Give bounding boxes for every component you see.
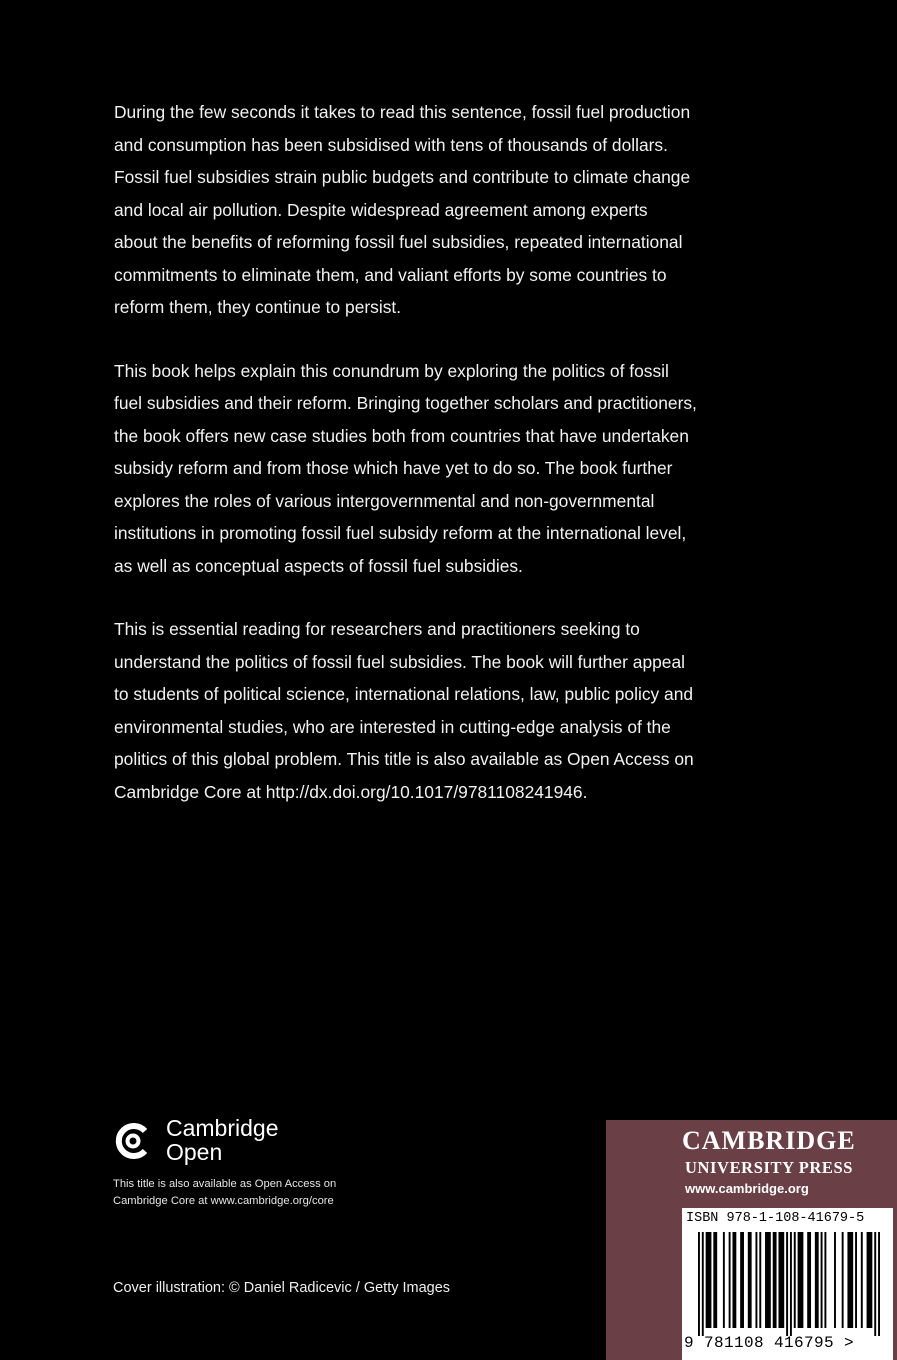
isbn-label: ISBN 978-1-108-41679-5 <box>686 1211 865 1226</box>
barcode-bar <box>798 1232 804 1328</box>
blurb-line: environmental studies, who are interested in cutting-edge analysis of the <box>114 716 671 737</box>
publisher-url: www.cambridge.org <box>685 1181 809 1196</box>
barcode-bar <box>729 1232 731 1328</box>
barcode-bar <box>867 1232 873 1328</box>
barcode-bar <box>740 1232 744 1328</box>
cover-illustration-credit: Cover illustration: © Daniel Radicevic / Getty Images <box>113 1280 451 1296</box>
blurb-line: explores the roles of various intergovernmental and non-governmental <box>114 490 655 511</box>
cambridge-open-line-2: Open <box>166 1139 223 1165</box>
blurb-line: commitments to eliminate them, and valiant efforts by some countries to <box>114 264 667 285</box>
blurb-line: to students of political science, international relations, law, public policy and <box>114 684 694 704</box>
barcode-bar <box>723 1232 725 1328</box>
cambridge-open-logo <box>112 1116 352 1166</box>
blurb-line: During the few seconds it takes to read this sentence, fossil fuel production <box>114 102 691 122</box>
barcode-bar <box>824 1232 826 1328</box>
barcode-bars <box>698 1232 880 1336</box>
blurb-paragraph-1 <box>114 96 754 324</box>
blurb-line: about the benefits of reforming fossil fuel subsidies, repeated international <box>114 232 683 252</box>
blurb-line: understand the politics of fossil fuel subsidies. The book will further appeal <box>114 651 685 672</box>
publisher-press: UNIVERSITY PRESS <box>685 1158 854 1177</box>
barcode-bar <box>773 1232 777 1328</box>
barcode-bar <box>842 1232 844 1328</box>
open-access-note <box>113 1176 336 1210</box>
blurb-line: subsidy reform and from those which have yet to do so. The book further <box>114 458 673 478</box>
barcode-bar <box>834 1232 836 1328</box>
barcode-bar <box>815 1232 819 1328</box>
barcode-bar <box>807 1232 811 1328</box>
barcode-bar <box>794 1232 796 1328</box>
barcode-bar <box>786 1232 788 1336</box>
barcode-bar <box>874 1232 876 1336</box>
barcode-bar <box>732 1232 736 1328</box>
publisher-name: CAMBRIDGE <box>682 1126 856 1155</box>
blurb-paragraph-2 <box>114 355 754 583</box>
barcode-bar <box>748 1232 752 1328</box>
blurb-line: This is essential reading for researchers and practitioners seeking to <box>114 619 640 639</box>
barcode-bar <box>713 1232 717 1328</box>
barcode-bar <box>821 1232 823 1328</box>
blurb-paragraph-3 <box>114 613 754 808</box>
blurb-line: This book helps explain this conundrum by exploring the politics of fossil <box>114 360 669 381</box>
blurb-line: Fossil fuel subsidies strain public budgets and contribute to climate change <box>114 167 691 187</box>
barcode-bar <box>847 1232 853 1328</box>
barcode-bar <box>855 1232 857 1328</box>
back-cover-blurb <box>114 96 754 839</box>
isbn-barcode <box>682 1208 893 1360</box>
barcode-bar <box>702 1232 704 1336</box>
open-access-note-line-1: This title is also available as Open Access on <box>113 1178 337 1190</box>
barcode-bar <box>765 1232 771 1328</box>
blurb-line: and local air pollution. Despite widespread agreement among experts <box>114 199 648 220</box>
barcode-digits: 9 781108 416795 > <box>684 1334 855 1352</box>
barcode-bar <box>706 1232 712 1328</box>
cambridge-open-c-icon <box>112 1120 154 1162</box>
blurb-line: and consumption has been subsidised with tens of thousands of dollars. <box>114 134 668 155</box>
cambridge-open-line-1: Cambridge <box>166 1115 279 1141</box>
publisher-panel <box>606 1120 897 1360</box>
barcode-bar <box>755 1232 757 1328</box>
blurb-line: fuel subsidies and their reform. Bringing together scholars and practitioners, <box>114 393 697 413</box>
blurb-line: institutions in promoting fossil fuel subsidy reform at the international level, <box>114 523 687 543</box>
cambridge-open-wordmark <box>166 1116 279 1164</box>
barcode-bar <box>698 1232 700 1336</box>
blurb-line: Cambridge Core at http://dx.doi.org/10.1017/9781108241946. <box>114 781 588 802</box>
barcode-bar <box>878 1232 880 1336</box>
barcode-bar <box>861 1232 863 1328</box>
barcode-bar <box>759 1232 761 1328</box>
open-access-note-line-2: Cambridge Core at www.cambridge.org/core <box>113 1195 334 1207</box>
barcode-bar <box>790 1232 792 1336</box>
blurb-line: the book offers new case studies both from countries that have undertaken <box>114 425 689 446</box>
blurb-line: as well as conceptual aspects of fossil fuel subsidies. <box>114 555 523 576</box>
blurb-line: reform them, they continue to persist. <box>114 297 402 317</box>
barcode-bar <box>778 1232 784 1328</box>
blurb-line: politics of this global problem. This title is also available as Open Access on <box>114 749 694 769</box>
